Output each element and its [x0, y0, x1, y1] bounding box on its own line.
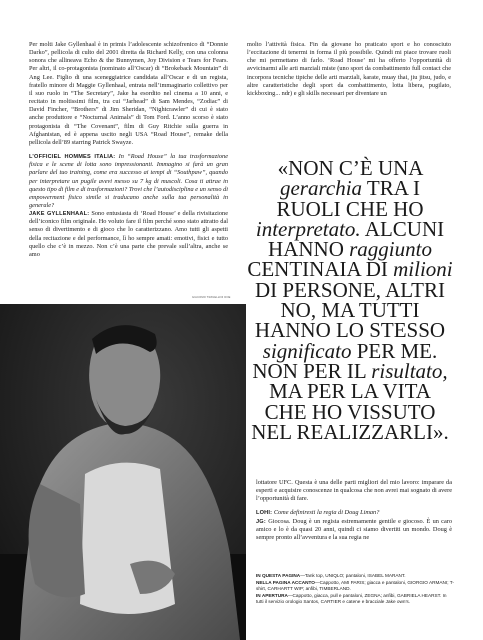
credit-line: IN QUESTA PAGINA—Tank top, UNIQLO; pantaloni, ISABEL MARANT. [256, 573, 406, 578]
question-text: In “Road House” la tua trasformazione fisica e le scene di lotta sono impressionanti. Immagino si farà un gran parlare del tuo training, come era successo ai tempi di “Southpaw”, quando per interpretare un pugile avevi messo su 7 kg di muscoli. Cosa ti attrae in questo tipo di film e di trasformazioni? Trovi che l’autodisciplina e un senso di empowerment fisico simile si traducano anche sulla tua personalità in generale? [29, 153, 228, 209]
answer-text: Sono entusiasta di ‘Road House’ e della rivisitazione dell’iconico film originale. Ho voluto fare il film perché sono stato attratto dal senso di divertimento e di gioco che lo caratterizzano. Amo tutti gli aspetti della recitazione e del performance, lì ho sempre amati: emotivi, fisici e tutto quello che c’è in mezzo. Non c’è una parte che prevale sull’altra, anche se amo [29, 210, 228, 258]
pull-quote: «NON C’È UNA gerarchia TRA I RUOLI CHE HO interpretato. ALCUNI HANNO raggiunto CENTINAIA DI milioni DI PERSONE, ALTRI NO, MA TUTTI HANNO LO STESSO significato PER ME. NON PER IL risultato, MA PER LA VITA CHE HO VISSUTO NEL REALIZZARLI». [247, 156, 453, 444]
question-text: Come definiresti la regia di Doug Liman? [273, 509, 380, 517]
answer-continuation: molto l’attività fisica. Fin da giovane ho praticato sport e ho conosciuto l’eccitazione di tenermi in forma il più possibile. Quindi mi piace trovare ruoli che mi permettano di farlo. ‘Road House’ mi ha offerto l’opportunità di avvicinarmi alle arti marziali miste (uno sport da combattimento full contact che incorpora tecniche tipiche delle arti marziali, karate, muay thai, jiu jitsu, judo, e altre caratteristiche degli sport da combattimento, lotta libera, pugilato, kickboxing... ndr) e gli skills necessari per diventare un [247, 41, 451, 97]
interview-continued [256, 479, 452, 542]
continued-answer [247, 41, 451, 98]
speaker-label: JAKE GYLLENHAAL: [29, 211, 90, 218]
credit-line: IN APERTURA—Cappotto, giacca, pull e pantaloni, ZEGNA; anfibi, GABRIELA HEARST. In tutti il servizio orologio Santos, CARTIER e catene e bracciale Jake own’s. [256, 592, 447, 605]
interview-answer [256, 518, 452, 542]
interview-answer [29, 210, 228, 259]
answer-paragraph: lottatore UFC. Questa è una delle parti migliori del mio lavoro: imparare da esperti e acquisire conoscenze in qualcosa che non avrei mai sognato di avere l’opportunità di fare. [256, 479, 452, 503]
fashion-credits [256, 573, 454, 606]
speaker-label: LOHI: [256, 510, 273, 517]
answer-text: Giocosa. Doug è un regista estremamente gentile e giocoso. È un caro amico e lo è da quasi 20 anni, quindi ci siamo divertiti un mondo. Doug è sempre pronto all’avventura e la sua regia ne [256, 517, 452, 541]
intro-paragraph: Per molti Jake Gyllenhaal è in primis l’adolescente schizofrenico di “Donnie Darko”, pellicola di culto del 2001 diretta da Richard Kelly, con una colonna sonora che allineava Echo & the Bunnymen, Joy Division e Tears for Fears. Per altri, il co-protagonista (nominato all’Oscar) di “Brokeback Mountain” di Ang Lee. Figlio di una sceneggiatrice candidata all’Oscar e di un regista, fratello minore di Maggie Gyllenhaal, entrata nell’immaginario collettivo per il suo ruolo in “The Secretary”, Jake ha esordito nel cinema a 10 anni, e recitato in moltissimi film, tra cui “Jarhead” di Sam Mendes, “Zodiac” di David Fincher, “Brothers” di Jim Sheridan, “Nightcrawler” di cui è stato anche produttore e “Nocturnal Animals” di Tom Ford. L’anno scorso è stato protagonista di “The Covenant”, film di Guy Ritchie sulla guerra in Afghanistan, ed è appena uscito negli USA “Road House”, remake della pellicola dell’89 starring Patrick Swayze. [29, 41, 228, 146]
credit-line: NELLA PAGINA ACCANTO—Cappotto, AMI PARIS; giacca e pantaloni, GIORGIO ARMANI; T-shirt, CARHARTT WIP; anfibi, TIMBERLAND. [256, 579, 454, 592]
portrait-illustration [0, 304, 246, 640]
speaker-label: JG: [256, 518, 266, 525]
interview-question [256, 509, 452, 517]
photo-credit: GIACOMO TRAVELLINI DOE [192, 296, 231, 299]
portrait-photo [0, 304, 246, 640]
intro-column [29, 41, 228, 259]
speaker-label: L’OFFICIEL HOMMES ITALIA: [29, 154, 116, 161]
interview-question [29, 153, 228, 210]
